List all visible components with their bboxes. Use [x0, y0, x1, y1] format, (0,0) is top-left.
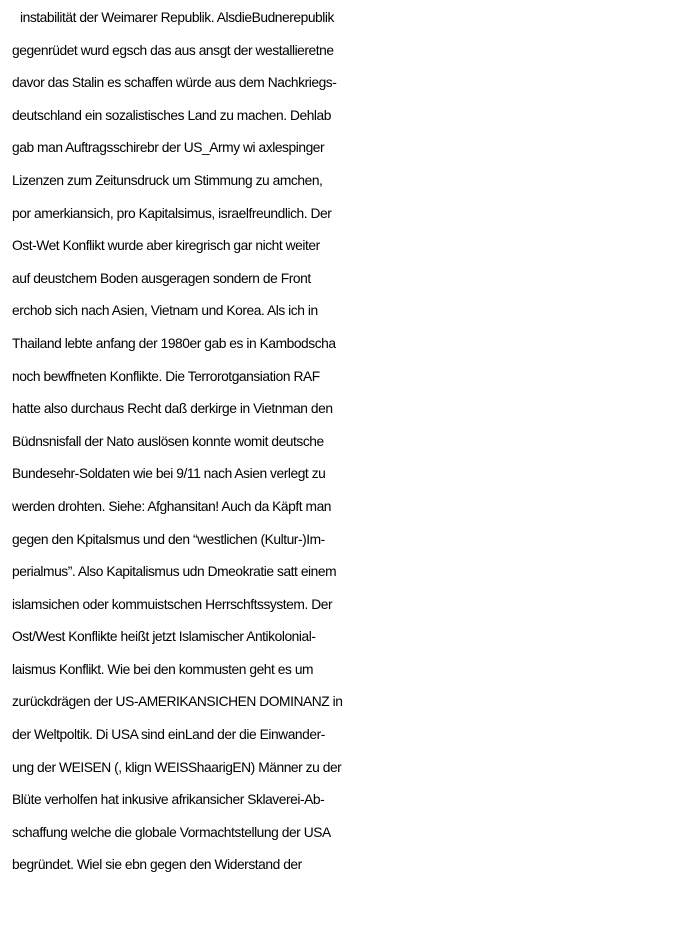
text-line: Lizenzen zum Zeitunsdruck um Stimmung zu amchen,: [12, 172, 323, 188]
text-line: der Weltpoltik. Di USA sind einLand der die Einwander-: [12, 727, 325, 743]
text-line: werden drohten. Siehe: Afghansitan! Auch da Käpft man: [12, 498, 332, 514]
text-line: gegenrüdet wurd egsch das aus ansgt der westallieretne: [12, 42, 334, 58]
text-line: gab man Auftragsschirebr der US_Army wi axlespinger: [12, 140, 325, 156]
body-text: [12, 2, 684, 882]
text-line: Blüte verholfen hat inkusive afrikansicher Sklaverei-Ab-: [12, 792, 325, 808]
text-line: Büdnsnisfall der Nato auslösen konnte womit deutsche: [12, 433, 324, 449]
text-line: schaffung welche die globale Vormachtstellung der USA: [12, 824, 331, 840]
text-line: instabilität der Weimarer Republik. AlsdieBudnerepublik: [20, 10, 334, 25]
text-line: hatte also durchaus Recht daß derkirge in Vietnman den: [12, 401, 333, 417]
text-line: ung der WEISEN (, klign WEISShaarigEN) Männer zu der: [12, 759, 342, 775]
text-line: Thailand lebte anfang der 1980er gab es in Kambodscha: [12, 335, 336, 351]
text-line: davor das Stalin es schaffen würde aus dem Nachkriegs-: [12, 75, 337, 91]
text-line: gegen den Kpitalsmus und den “westlichen (Kultur-)Im-: [12, 531, 325, 547]
text-line: islamsichen oder kommuistschen Herrschftssystem. Der: [12, 596, 333, 612]
text-line: deutschland ein sozalistisches Land zu machen. Dehlab: [12, 107, 331, 123]
text-line: noch bewffneten Konflikte. Die Terrorotgansiation RAF: [12, 368, 320, 384]
text-line: perialmus”. Also Kapitalismus udn Dmeokratie satt einem: [12, 564, 337, 580]
text-line: por amerkiansich, pro Kapitalsimus, israelfreundlich. Der: [12, 205, 332, 221]
text-line: erchob sich nach Asien, Vietnam und Korea. Als ich in: [12, 303, 318, 319]
text-line: zurückdrägen der US-AMERIKANSICHEN DOMINANZ in: [12, 694, 343, 710]
text-line: begründet. Wiel sie ebn gegen den Widerstand der: [12, 857, 302, 873]
text-line: auf deustchem Boden ausgeragen sondern de Front: [12, 270, 311, 286]
text-line: laismus Konflikt. Wie bei den kommusten geht es um: [12, 661, 314, 677]
text-line: Bundesehr-Soldaten wie bei 9/11 nach Asien verlegt zu: [12, 466, 326, 482]
text-line: Ost-Wet Konflikt wurde aber kiregrisch gar nicht weiter: [12, 238, 320, 254]
text-line: Ost/West Konflikte heißt jetzt Islamischer Antikolonial-: [12, 629, 316, 645]
